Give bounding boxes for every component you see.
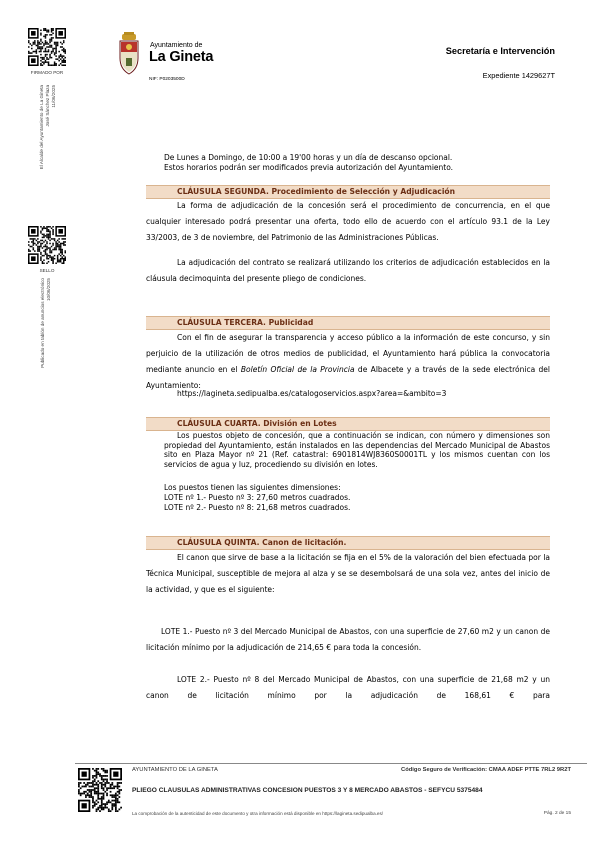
clause-2-heading (146, 185, 550, 199)
clause-4-list-intro: Los puestos tienen las siguientes dimensiones: (164, 483, 341, 492)
page-number: Pág. 2 de 15 (543, 811, 571, 816)
expediente-number: Expediente 1429627T (482, 71, 555, 80)
coat-of-arms-logo (118, 32, 140, 76)
footer-divider (75, 763, 587, 764)
clause-5-paragraph-1: El canon que sirve de base a la licitación se fija en el 5% de la valoración del bien efectuada por la Técnica Municipal, susceptible de mejora al alza y se se desembolsará de una sola vez, antes del inicio de la actividad, y que es el siguiente: (146, 553, 550, 594)
qr-code-footer (78, 768, 122, 812)
clause-3-heading (146, 316, 550, 330)
clause-4-title: CLÁUSULA CUARTA. División en Lotes (177, 419, 337, 428)
footer-csv: Código Seguro de Verificación: CMAA ADEF PTTE 7RL2 9R2T (401, 767, 571, 773)
nif: NIF: P0203500D (149, 77, 185, 82)
clause-5-lote-1: LOTE 1.- Puesto nº 3 del Mercado Municipal de Abastos, con una superficie de 27,60 m2 y un canon de licitación mínimo por la adjudicación de 214,65 € para toda la concesión. (146, 627, 550, 652)
municipality-name: La Gineta (149, 49, 214, 65)
qr-code-seal (28, 226, 66, 264)
qr-code-signature (28, 28, 66, 66)
firmado-text: El Alcalde del Ayuntamiento de La Gineta José Sánchez Plaza 11/06/2025 (39, 85, 56, 170)
clause-5-lote-2: LOTE 2.- Puesto nº 8 del Mercado Municipal de Abastos, con una superficie de 21,68 m2 y un canon de licitación mínimo por la adjudicación de 168,61 € para (146, 675, 550, 700)
footer-ayuntamiento: AYUNTAMIENTO DE LA GINETA (132, 767, 218, 773)
clause-4-heading (146, 417, 550, 431)
intro-line-2: Estos horarios podrán ser modificados previa autorización del Ayuntamiento. (164, 163, 454, 172)
ayuntamiento-label: Ayuntamiento de (150, 42, 203, 49)
firmado-label: FIRMADO POR (30, 70, 64, 75)
clause-2-paragraph-2: La adjudicación del contrato se realizará utilizando los criterios de adjudicación establecidos en la cláusula decimoquinta del presente pliego de condiciones. (146, 258, 550, 283)
department-title: Secretaría e Intervención (445, 46, 555, 56)
footer-verification-note: La comprobación de la autenticidad de este documento y otra información está disponible en https://lagineta.sedipualba.es/ (132, 811, 384, 816)
clause-4-lote-1: LOTE nº 1.- Puesto nº 3: 27,60 metros cuadrados. (164, 493, 351, 502)
clause-3-paragraph-1: Con el fin de asegurar la transparencia y acceso público a la información de este concurso, y sin perjuicio de la utilización de otros medios de publicidad, el Ayuntamiento hará pública la convocatoria mediante anuncio en el Boletín Oficial de la Provincia de Albacete y a través de la sede electrónica del Ayuntamiento: (146, 333, 550, 390)
clause-2-paragraph-1: La forma de adjudicación de la concesión será el procedimiento de concurrencia, en el que cualquier interesado podrá presentar una oferta, todo ello de acuerdo con el artículo 93.1 de la Ley 33/2003, de 3 de noviembre, del Patrimonio de las Administraciones Públicas. (146, 201, 550, 242)
clause-3-title: CLÁUSULA TERCERA. Publicidad (177, 318, 314, 327)
sello-label: SELLO (39, 268, 55, 273)
footer-document-title: PLIEGO CLAUSULAS ADMINISTRATIVAS CONCESION PUESTOS 3 Y 8 MERCADO ABASTOS - SEFYCU 5375484 (132, 787, 483, 794)
clause-4-lote-2: LOTE nº 2.- Puesto nº 8: 21,68 metros cuadrados. (164, 503, 351, 512)
clause-4-paragraph-1: Los puestos objeto de concesión, que a continuación se indican, con número y dimensiones son propiedad del Ayuntamiento, están instalados en las dependencias del Mercado Municipal de Abastos sito en Plaza Mayor nº 21 (Ref. catastral: 6901814WJ8360S0001TL y los mismos cuentan con los servicios de agua y luz, procediendo su división en lotes. (164, 431, 550, 469)
clause-5-heading (146, 536, 550, 550)
sede-electronica-url[interactable]: https://lagineta.sedipualba.es/catalogoservicios.aspx?area=&ambito=3 (177, 389, 447, 398)
clause-5-title: CLÁUSULA QUINTA. Canon de licitación. (177, 538, 347, 547)
sello-text: Publicado en tablón de anuncios electrónico 10/06/2025 (40, 278, 51, 368)
boletin-oficial-italic: Boletín Oficial de la Provincia (240, 365, 355, 374)
intro-line-1: De Lunes a Domingo, de 10:00 a 19'00 horas y un día de descanso opcional. (164, 153, 453, 162)
clause-2-title: CLÁUSULA SEGUNDA. Procedimiento de Selección y Adjudicación (177, 187, 456, 196)
